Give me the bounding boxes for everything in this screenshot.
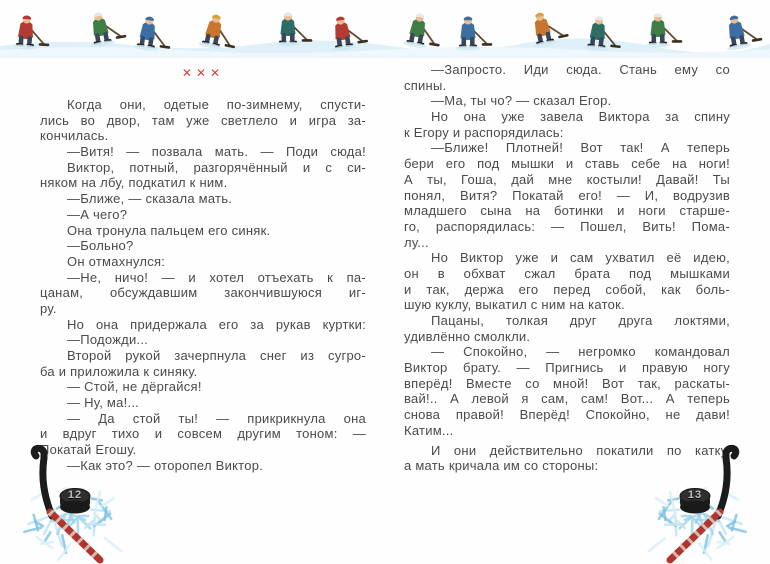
- text-line: — Ну, ма!...: [67, 395, 140, 411]
- text-line: —Ближе, — сказала мать.: [67, 191, 233, 207]
- text-line: цанам, обсуждавшим закончившуюся иг-: [40, 285, 366, 301]
- text-line: и вдруг тихо и совсем другим тоном: —: [40, 426, 366, 442]
- text-line: лу...: [404, 234, 429, 250]
- text-line: спины.: [404, 77, 447, 93]
- text-line: Но Виктор уже и сам ухватил её идею,: [431, 250, 730, 266]
- text-line: Но она уже завела Виктора за спину: [431, 109, 730, 125]
- text-line: Покатай Егошу.: [40, 442, 137, 458]
- text-line: вай!.. А левой я сам, сам! Вот... А теперь: [404, 391, 730, 407]
- section-divider-xxx: ✕✕✕: [181, 66, 225, 80]
- text-line: лись во двор, там уже светлело и игра за-: [40, 112, 366, 128]
- left-page-text-column: [40, 97, 366, 474]
- text-line: он в обхват сжал брата под мышками: [404, 265, 730, 281]
- text-line: И они действительно покатили по катку,: [431, 442, 730, 458]
- text-line: Она тронула пальцем его синяк.: [67, 222, 271, 238]
- text-line: —Ма, ты чо? — сказал Егор.: [431, 93, 612, 109]
- text-line: снова правой! Вперёд! Спокойно, не дави!: [404, 407, 730, 423]
- text-line: вперёд! Вместе со мной! Вот так, раскаты-: [404, 375, 730, 391]
- text-line: — Стой, не дёргайся!: [67, 379, 202, 395]
- text-line: и так, держа его перед собой, как боль-: [404, 281, 730, 297]
- text-line: шую куклу, выкатил с ним на каток.: [404, 297, 625, 313]
- text-line: —Витя! — позвала мать. — Поди сюда!: [67, 144, 366, 160]
- text-line: Виктор, потный, разгорячённый и с си-: [67, 159, 366, 175]
- text-line: Виктор брату. — Пригнись и правую ногу: [404, 360, 730, 376]
- page-number-left: 12: [67, 489, 83, 501]
- text-line: го, распорядилась: — Пошел, Вить! Пома-: [404, 218, 730, 234]
- text-line: Второй рукой зачерпнула снег из сугро-: [67, 348, 366, 363]
- corner-decoration-stick-puck-left: [0, 444, 160, 564]
- text-line: бери его под мышки и ставь себе на ноги!: [404, 156, 730, 172]
- text-line: —А чего?: [67, 206, 128, 222]
- right-page-text-column: [404, 62, 730, 474]
- text-line: младшего сына на ботинки и ноги старше-: [404, 203, 730, 219]
- text-line: —Ближе! Плотней! Вот так! А теперь: [431, 140, 730, 156]
- text-line: няком на лбу, подкатил к ним.: [40, 175, 228, 191]
- text-line: Он отмахнулся:: [67, 253, 166, 269]
- text-line: — Спокойно, — негромко командовал: [431, 344, 730, 360]
- text-line: Пацаны, толкая друг друга локтями,: [431, 313, 730, 328]
- text-line: кончилась.: [40, 128, 109, 144]
- text-line: понял, Витя? Покатай его! — И, водрузив: [404, 187, 730, 203]
- text-line: —Не, ничо! — и хотел отъехать к па-: [67, 269, 366, 285]
- text-line: —Как это? — оторопел Виктор.: [67, 457, 264, 473]
- text-line: —Запросто. Иди сюда. Стань ему со: [431, 62, 730, 77]
- text-line: ру.: [40, 300, 57, 316]
- page-number-right: 13: [687, 489, 703, 501]
- text-line: а мать кричала им со стороны:: [404, 458, 599, 474]
- text-line: А ты, Гоша, дай мне костыли! Давай! Ты: [404, 171, 730, 187]
- text-line: Когда они, одетые по-зимнему, спусти-: [67, 97, 366, 112]
- corner-decoration-stick-puck-right: [610, 444, 770, 564]
- text-line: —Подожди...: [67, 332, 149, 348]
- text-line: — Да стой ты! — прикрикнула она: [67, 410, 366, 426]
- hockey-players-border-illustration: [0, 0, 770, 58]
- text-line: Катим...: [404, 422, 454, 438]
- text-line: удивлённо смолкли.: [404, 328, 531, 344]
- text-line: Но она придержала его за рукав куртки:: [67, 316, 366, 332]
- text-line: ба и приложила к синяку.: [40, 363, 198, 379]
- text-line: к Егору и распорядилась:: [404, 124, 564, 140]
- text-line: —Больно?: [67, 238, 134, 254]
